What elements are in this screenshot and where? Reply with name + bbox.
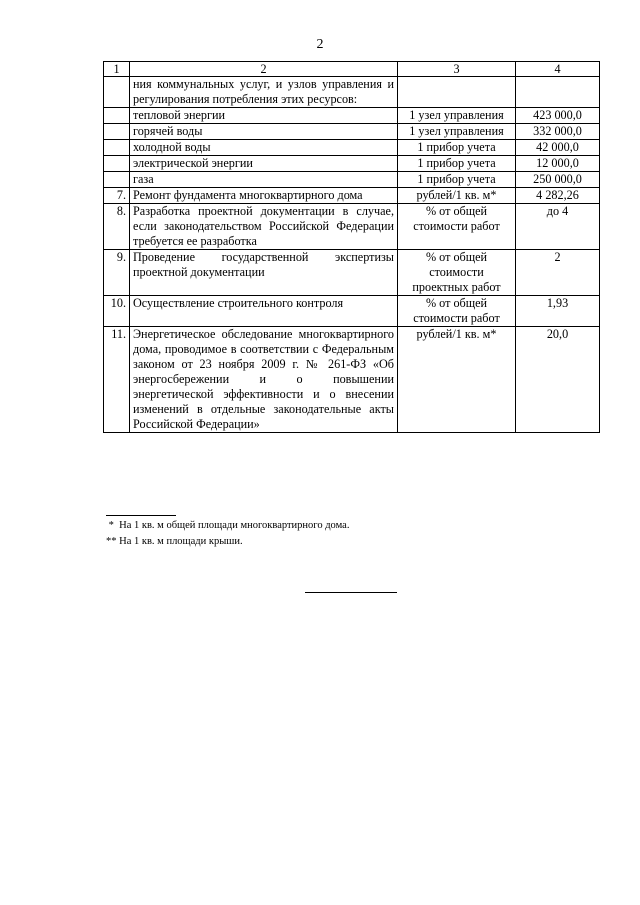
row-value: 42 000,0 <box>516 140 600 156</box>
page-number: 2 <box>316 37 324 52</box>
table-row <box>104 188 600 204</box>
row-unit: рублей/1 кв. м* <box>398 188 516 204</box>
footnote-1: * На 1 кв. м общей площади многоквартирного дома. <box>106 520 350 531</box>
row-description: Разработка проектной документации в случае, если законодательством Российской Федерации требуется ее разработка <box>130 204 398 250</box>
row-value: 423 000,0 <box>516 108 600 124</box>
row-description: тепловой энергии <box>130 108 398 124</box>
row-number <box>104 172 130 188</box>
table-row <box>104 124 600 140</box>
table-row <box>104 250 600 296</box>
row-unit: 1 узел управления <box>398 108 516 124</box>
table-row <box>104 296 600 327</box>
row-unit: 1 прибор учета <box>398 140 516 156</box>
footnote-divider <box>106 515 176 516</box>
row-value: 12 000,0 <box>516 156 600 172</box>
row-description: холодной воды <box>130 140 398 156</box>
table-row <box>104 156 600 172</box>
header-cell: 1 <box>104 62 130 77</box>
row-value: 20,0 <box>516 327 600 433</box>
row-number: 11. <box>104 327 130 433</box>
row-number <box>104 108 130 124</box>
row-description: газа <box>130 172 398 188</box>
table-row <box>104 327 600 433</box>
row-value: до 4 <box>516 204 600 250</box>
table-row <box>104 108 600 124</box>
row-unit: 1 узел управления <box>398 124 516 140</box>
row-unit: % от общей стоимости проектных работ <box>398 250 516 296</box>
row-unit: % от общей стоимости работ <box>398 296 516 327</box>
row-value: 4 282,26 <box>516 188 600 204</box>
row-unit: рублей/1 кв. м* <box>398 327 516 433</box>
row-unit: 1 прибор учета <box>398 172 516 188</box>
row-number <box>104 140 130 156</box>
cost-table <box>103 61 600 433</box>
row-description: Ремонт фундамента многоквартирного дома <box>130 188 398 204</box>
row-value: 1,93 <box>516 296 600 327</box>
table-row <box>104 77 600 108</box>
row-number: 7. <box>104 188 130 204</box>
table-row <box>104 204 600 250</box>
table-row <box>104 140 600 156</box>
row-value: 332 000,0 <box>516 124 600 140</box>
header-cell: 3 <box>398 62 516 77</box>
row-unit: 1 прибор учета <box>398 156 516 172</box>
row-description: ния коммунальных услуг, и узлов управления и регулирования потребления этих ресурсов: <box>130 77 398 108</box>
row-number: 8. <box>104 204 130 250</box>
table-row <box>104 172 600 188</box>
row-description: Энергетическое обследование многоквартирного дома, проводимое в соответствии с Федеральным законом от 23 ноября 2009 г. № 261-ФЗ «Об энергосбережении и о повышении энергетической эффективности и о внесении изменений в отдельные законодательные акты Российской Федерации» <box>130 327 398 433</box>
header-row <box>104 62 600 77</box>
row-value: 2 <box>516 250 600 296</box>
row-unit <box>398 77 516 108</box>
row-number <box>104 77 130 108</box>
row-number: 10. <box>104 296 130 327</box>
footnotes <box>106 518 349 550</box>
row-number <box>104 156 130 172</box>
footnote-2: ** На 1 кв. м площади крыши. <box>106 536 243 547</box>
row-description: электрической энергии <box>130 156 398 172</box>
row-value <box>516 77 600 108</box>
row-description: Осуществление строительного контроля <box>130 296 398 327</box>
row-unit: % от общей стоимости работ <box>398 204 516 250</box>
row-number: 9. <box>104 250 130 296</box>
end-divider <box>305 592 397 593</box>
header-cell: 4 <box>516 62 600 77</box>
row-description: горячей воды <box>130 124 398 140</box>
table-body <box>104 62 600 433</box>
row-number <box>104 124 130 140</box>
row-description: Проведение государственной экспертизы проектной документации <box>130 250 398 296</box>
row-value: 250 000,0 <box>516 172 600 188</box>
header-cell: 2 <box>130 62 398 77</box>
